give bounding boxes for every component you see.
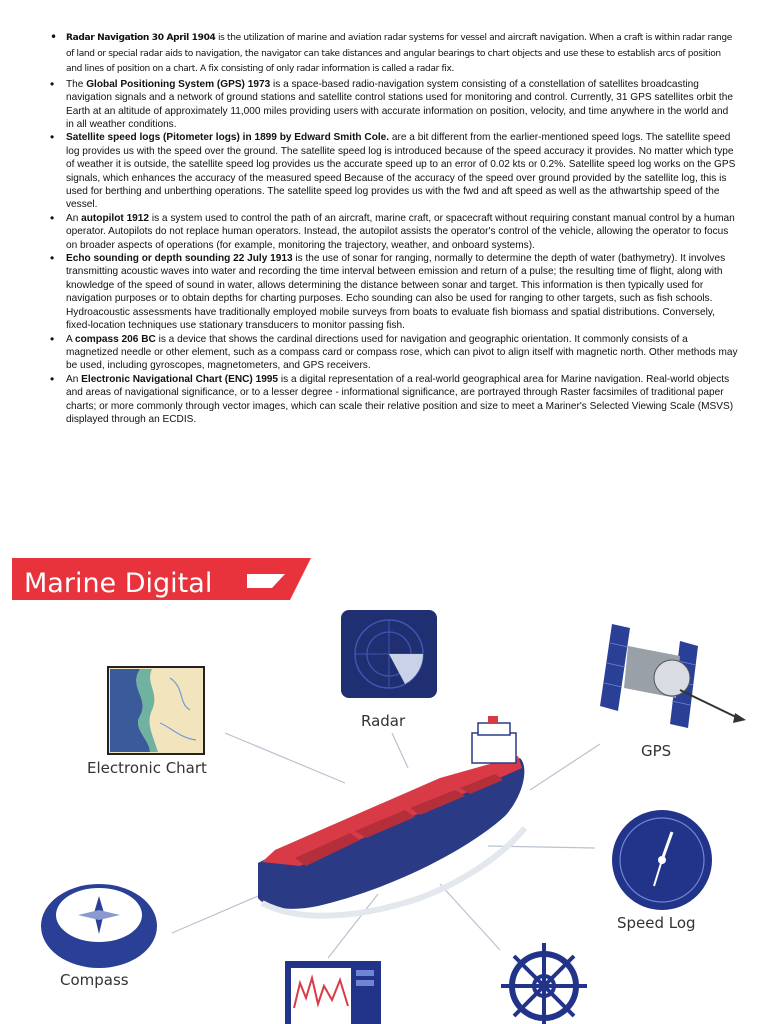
desc-radar: is the utilization of marine and aviation radar systems for vessel and aircraft navigation. When a craft is within radar range of land or special radar aids to navigation, the navigator can take distances and angular bearings to chart objects and use these to establish arcs of position and lines of position on a chart. A fix consisting of only radar information is called a radar fix.	[66, 33, 733, 75]
term-enc: Electronic Navigational Chart (ENC) 1995	[81, 373, 279, 385]
brand-title: Marine Digital	[24, 568, 213, 599]
label-compass: Compass	[60, 971, 129, 989]
marine-digital-infographic	[0, 528, 768, 1024]
list-item-autopilot	[48, 212, 738, 252]
desc-gps: is a space-based radio-navigation system consisting of a constellation of satellites broadcasting navigation signals and a network of ground stations and satellite control stations used for monitoring and control. Currently, 31 GPS satellites orbit the Earth at an altitude of approximately 11,000 miles providing users with accurate information on position, velocity, and time anywhere in the world and in all weather conditions.	[66, 78, 733, 130]
bullet-list	[48, 31, 738, 426]
speed-log-icon	[612, 810, 712, 910]
list-item-echo-sounding	[48, 252, 738, 332]
term-compass: compass 206 BC	[74, 333, 156, 345]
infographic-art	[0, 528, 768, 1024]
prefix: The	[66, 78, 87, 90]
prefix: An	[66, 373, 82, 385]
echo-sounder-icon	[285, 961, 381, 1024]
prefix: An	[66, 212, 82, 224]
prefix: A	[66, 333, 75, 345]
label-speed-log: Speed Log	[617, 914, 696, 932]
desc-echo-sounding: is the use of sonar for ranging, normally to determine the depth of water (bathymetry). It involves transmitting acoustic waves into water and recording the time interval between emission and return of a pulse; the resulting time of flight, along with knowledge of the speed of sound in water, allows determining the distance between sonar and target. This information is then typically used for navigation purposes or to obtain depths for charting purposes. Echo sounding can also be used for ranging to other targets, such as fish schools. Hydroacoustic assessments have traditionally employed mobile surveys from boats to evaluate fish biomass and spatial distributions. Conversely, fixed-location techniques use stationary transducers to monitor passing fish.	[66, 253, 726, 332]
list-item-speed-log	[48, 131, 738, 211]
desc-enc: is a digital representation of a real-world geographical area for Marine navigation. Real-world objects and areas of navigational significance, or to a lesser degree - informational significance, are portrayed through Raster facsimiles of traditional paper charts; or more commonly through vector images, which can scale their relative position and size to meet a Mariner's Selected Viewing Scale (MSVS) displayed through an ECDIS.	[66, 373, 734, 425]
label-radar: Radar	[361, 712, 406, 730]
term-gps: Global Positioning System (GPS) 1973	[86, 78, 271, 90]
label-gps: GPS	[641, 742, 672, 760]
term-autopilot: autopilot 1912	[81, 212, 150, 224]
desc-compass: is a device that shows the cardinal directions used for navigation and geographic orientation. It commonly consists of a magnetized needle or other element, such as a compass card or compass rose, which can pivot to align itself with magnetic north. Other methods may be used, including gyroscopes, magnetometers, and GPS receivers.	[66, 333, 738, 372]
compass-icon	[41, 884, 157, 968]
electronic-chart-icon	[108, 667, 204, 754]
list-item-gps	[48, 78, 738, 132]
autopilot-wheel-icon	[501, 943, 587, 1024]
list-item-enc	[48, 373, 738, 427]
gps-satellite-icon	[600, 624, 746, 728]
desc-autopilot: is a system used to control the path of an aircraft, marine craft, or spacecraft without requiring constant manual control by a human operator. Autopilots do not replace human operators. Instead, the autopilot assists the operator's control of the vehicle, allowing the operator to focus on broader aspects of operations (for example, monitoring the trajectory, weather, and onboard systems).	[66, 212, 735, 251]
radar-icon	[341, 610, 437, 698]
term-echo-sounding: Echo sounding or depth sounding 22 July 1913	[66, 253, 293, 265]
ship-illustration	[258, 716, 525, 916]
label-electronic-chart: Electronic Chart	[87, 759, 207, 777]
list-item-compass	[48, 333, 738, 373]
term-radar: Radar Navigation 30 April 1904	[66, 33, 216, 43]
term-speed-log: Satellite speed logs (Pitometer logs) in 1899 by Edward Smith Cole.	[66, 132, 390, 144]
desc-speed-log: are a bit different from the earlier-mentioned speed logs. The satellite speed log provides us with the speed over the ground. The satellite speed log is introduced because of the speed accuracy it provides. No matter which type of weather it is outside, the satellite speed log provides us the accurate speed up to an error of 0.02 kts or 0.2%. Satellite speed log works on the GPS signals, which enhances the accuracy of the measured speed Because of the accuracy of the speed over ground provided by the satellite log, this is used for berthing and unberthing operations. The satellite speed log provides us with the fwd and aft speed as well as the athwartship speed of the vessel.	[66, 132, 736, 211]
list-item-radar	[48, 31, 738, 78]
